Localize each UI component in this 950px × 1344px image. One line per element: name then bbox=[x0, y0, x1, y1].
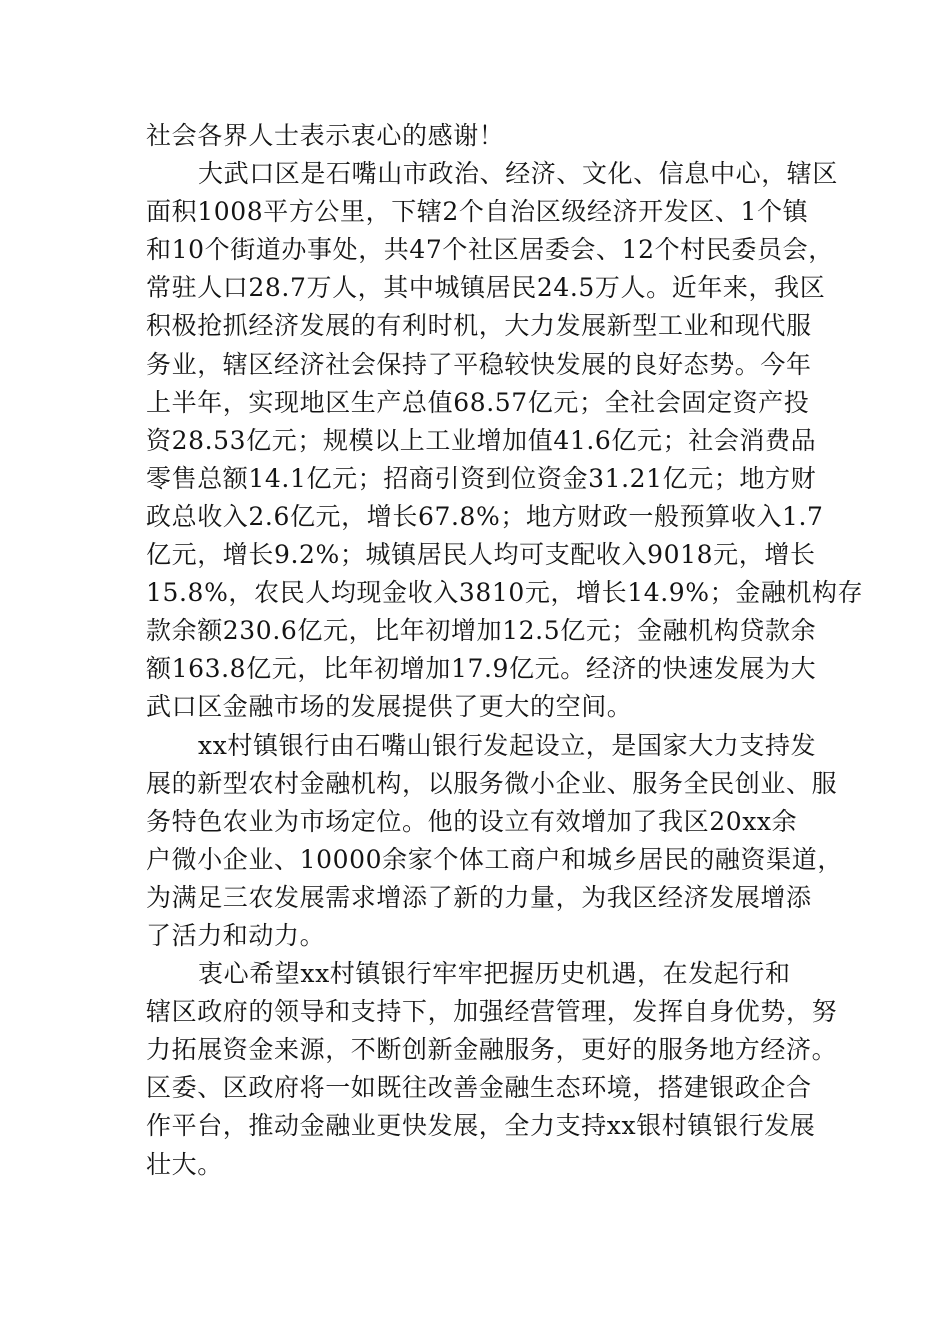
text-line: 资28.53亿元；规模以上工业增加值41.6亿元；社会消费品 bbox=[146, 425, 817, 455]
text-line: 款余额230.6亿元，比年初增加12.5亿元；金融机构贷款余 bbox=[146, 616, 817, 646]
text-line: 上半年，实现地区生产总值68.57亿元；全社会固定资产投 bbox=[146, 387, 810, 417]
text-line: 区委、区政府将一如既往改善金融生态环境，搭建银政企合 bbox=[146, 1073, 812, 1103]
text-line: 15.8%，农民人均现金收入3810元，增长14.9%；金融机构存 bbox=[146, 578, 864, 608]
text-line: 衷心希望xx村镇银行牢牢把握历史机遇，在发起行和 bbox=[198, 959, 791, 989]
text-line: 零售总额14.1亿元；招商引资到位资金31.21亿元；地方财 bbox=[146, 463, 817, 493]
document-body bbox=[146, 117, 864, 1184]
text-line: 大武口区是石嘴山市政治、经济、文化、信息中心，辖区 bbox=[198, 159, 839, 189]
text-line: 辖区政府的领导和支持下，加强经营管理，发挥自身优势，努 bbox=[146, 997, 838, 1027]
text-line: 面积1008平方公里，下辖2个自治区级经济开发区、1个镇 bbox=[146, 197, 809, 227]
text-line: 常驻人口28.7万人，其中城镇居民24.5万人。近年来，我区 bbox=[146, 273, 826, 303]
text-line: 务特色农业为市场定位。他的设立有效增加了我区20xx余 bbox=[146, 806, 798, 836]
text-line: xx村镇银行由石嘴山银行发起设立，是国家大力支持发 bbox=[198, 730, 817, 760]
text-line: 政总收入2.6亿元，增长67.8%；地方财政一般预算收入1.7 bbox=[146, 501, 824, 531]
text-line: 了活力和动力。 bbox=[146, 920, 326, 950]
text-line: 额163.8亿元，比年初增加17.9亿元。经济的快速发展为大 bbox=[146, 654, 817, 684]
text-line: 作平台，推动金融业更快发展，全力支持xx银村镇银行发展 bbox=[146, 1111, 816, 1141]
text-line: 展的新型农村金融机构，以服务微小企业、服务全民创业、服 bbox=[146, 768, 838, 798]
text-line: 亿元，增长9.2%；城镇居民人均可支配收入9018元，增长 bbox=[146, 540, 816, 570]
text-line: 和10个街道办事处，共47个社区居委会、12个村民委员会， bbox=[146, 235, 834, 265]
text-line: 积极抢抓经济发展的有利时机，大力发展新型工业和现代服 bbox=[146, 311, 812, 341]
text-line: 力拓展资金来源，不断创新金融服务，更好的服务地方经济。 bbox=[146, 1035, 838, 1065]
text-line: 为满足三农发展需求增添了新的力量，为我区经济发展增添 bbox=[146, 882, 812, 912]
text-line: 壮大。 bbox=[146, 1149, 223, 1179]
text-line: 户微小企业、10000余家个体工商户和城乡居民的融资渠道， bbox=[146, 844, 843, 874]
text-line: 武口区金融市场的发展提供了更大的空间。 bbox=[146, 692, 633, 722]
text-line: 社会各界人士表示衷心的感谢！ bbox=[146, 121, 505, 150]
text-line: 务业，辖区经济社会保持了平稳较快发展的良好态势。今年 bbox=[146, 349, 812, 379]
